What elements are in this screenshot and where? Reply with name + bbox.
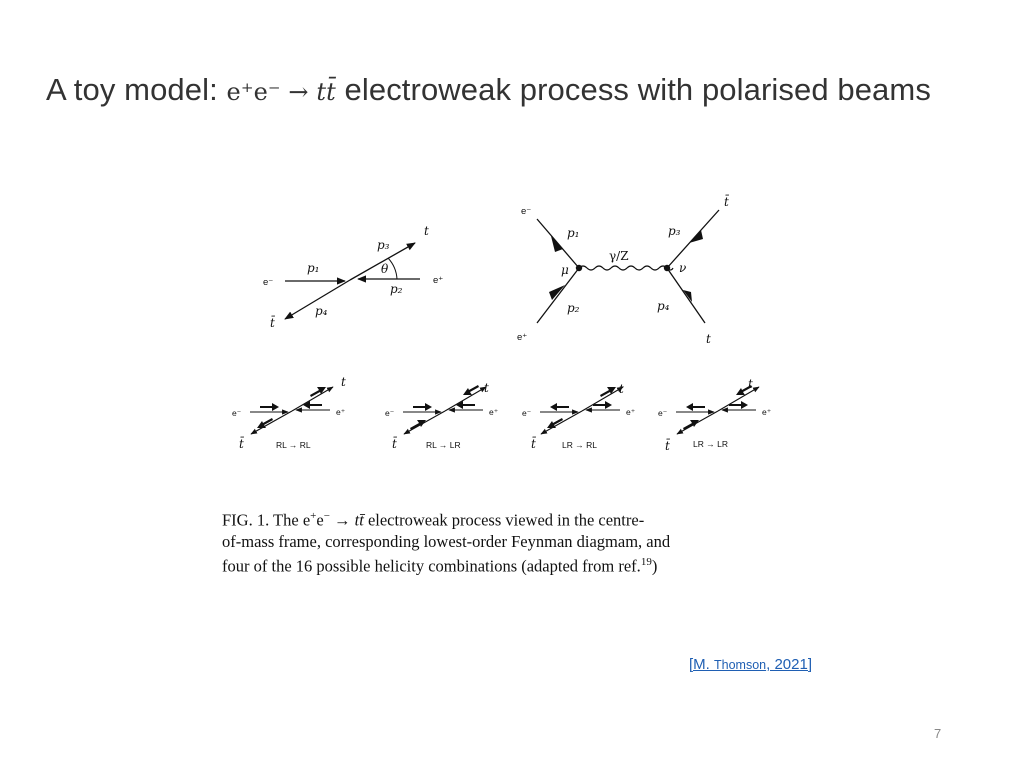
kinematics-diagram: [263, 224, 443, 330]
caption-line-1: FIG. 1. The e+e− → tt̄ electroweak process viewed in the centre-: [222, 510, 645, 530]
hp2-tbar: t̄: [392, 437, 397, 451]
fd-t: t: [706, 332, 711, 346]
hp2-t: t: [484, 381, 489, 395]
fd-tbar-arrow: [689, 230, 703, 243]
title-math-t: t: [316, 78, 327, 106]
title-suffix: electroweak process with polarised beams: [335, 72, 931, 107]
helicity-panel-2: [385, 381, 499, 451]
hp3-t: t: [619, 382, 624, 396]
kin-p1: p₁: [307, 261, 320, 275]
kin-theta: θ: [381, 262, 389, 276]
fd-p1: p₁: [567, 226, 580, 240]
hp1-e-plus: e⁺: [336, 407, 346, 417]
hp1-label: RL → RL: [276, 440, 311, 450]
hp4-e-plus: e⁺: [762, 407, 772, 417]
theta-arc: [388, 258, 397, 279]
helicity-panel-3: [522, 382, 636, 451]
hp4-tbar: t̄: [665, 439, 670, 453]
kin-t: t: [424, 224, 429, 238]
fd-p4: p₄: [657, 299, 670, 313]
fd-p3: p₃: [668, 224, 681, 238]
hp1-tbar: t̄: [239, 437, 244, 451]
fd-tbar: t̄: [724, 195, 729, 209]
page-number: 7: [934, 726, 942, 741]
fd-t-arrow: [683, 290, 692, 302]
kin-tbar: t̄: [270, 316, 275, 330]
fd-propagator-label: γ/Z: [609, 249, 629, 263]
hp4-t: t: [748, 377, 753, 391]
fd-e-plus: e⁺: [517, 332, 528, 343]
hp4-e-minus: e⁻: [658, 408, 668, 418]
title-prefix: A toy model:: [46, 72, 227, 107]
title-math-tbar: t̄: [326, 78, 336, 106]
kin-e-minus: e⁻: [263, 277, 274, 288]
fd-e-minus-arrow: [551, 236, 563, 252]
hp3-e-plus: e⁺: [626, 407, 636, 417]
caption-line-3: four of the 16 possible helicity combinations (adapted from ref.$^{19}$): [222, 555, 658, 575]
figure-caption: [222, 506, 762, 576]
title-math-ee: e⁺e⁻ →: [226, 78, 317, 106]
feynman-diagram: [517, 193, 730, 346]
kin-p3: p₃: [377, 238, 390, 252]
kin-e-plus: e⁺: [433, 275, 444, 286]
hp2-e-plus: e⁺: [489, 407, 499, 417]
fd-vertex-nu: [664, 265, 670, 271]
fd-mu: μ: [561, 263, 569, 277]
fd-vertex-mu: [576, 265, 582, 271]
fd-t-line: [667, 268, 705, 323]
hp1-t: t: [341, 375, 346, 389]
kin-p4: p₄: [315, 304, 328, 318]
hp4-label: LR → LR: [693, 439, 728, 449]
hp1-e-minus: e⁻: [232, 408, 242, 418]
hp3-label: LR → RL: [562, 440, 597, 450]
fd-nu: ν: [679, 261, 687, 275]
kin-p2: p₂: [390, 282, 403, 296]
hp2-label: RL → LR: [426, 440, 461, 450]
hp3-tbar: t̄: [531, 437, 536, 451]
caption-line-2: of-mass frame, corresponding lowest-order Feynman diagmam, and: [222, 531, 671, 551]
fd-e-minus: e⁻: [521, 206, 532, 217]
helicity-panel-4: [658, 377, 772, 453]
hp2-e-minus: e⁻: [385, 408, 395, 418]
fd-p2: p₂: [567, 301, 580, 315]
fd-propagator: [579, 266, 673, 270]
reference-link[interactable]: [M. Thomson, 2021]: [689, 656, 812, 673]
hp3-e-minus: e⁻: [522, 408, 532, 418]
helicity-panel-1: [232, 375, 346, 451]
